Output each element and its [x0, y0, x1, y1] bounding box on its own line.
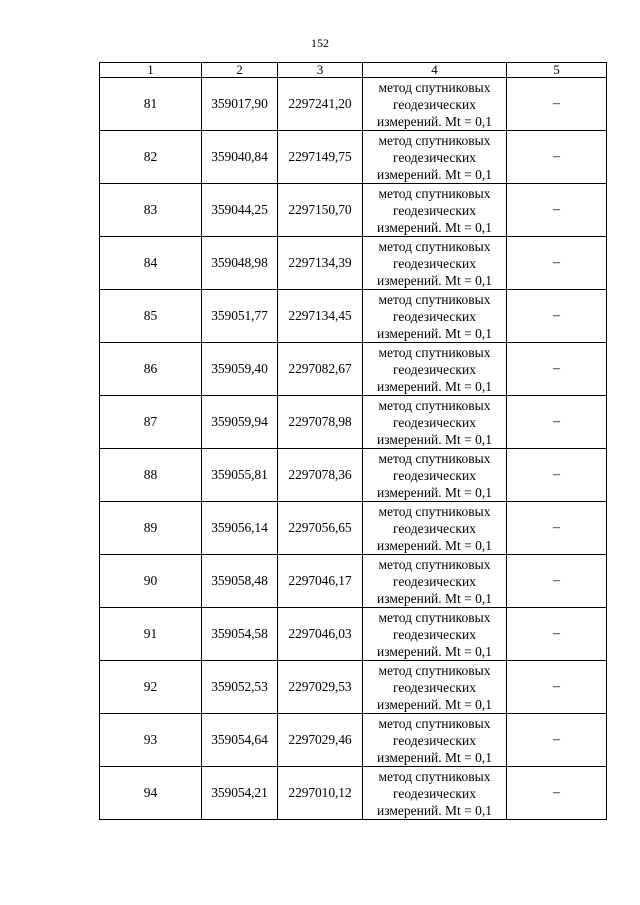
method-line: геодезических	[393, 732, 476, 748]
method-line: геодезических	[393, 679, 476, 695]
method-line: метод спутниковых	[378, 291, 491, 307]
method-line: геодезических	[393, 626, 476, 642]
table-row	[100, 343, 607, 396]
note-cell: –	[507, 661, 607, 714]
x-coordinate-cell: 359054,58	[202, 608, 278, 661]
note-cell: –	[507, 396, 607, 449]
point-number-cell: 86	[100, 343, 202, 396]
column-header-note: 5	[507, 63, 607, 78]
point-number-cell: 84	[100, 237, 202, 290]
method-cell	[363, 661, 507, 714]
method-cell	[363, 78, 507, 131]
method-line: геодезических	[393, 361, 476, 377]
point-number-cell: 81	[100, 78, 202, 131]
page-number: 152	[311, 36, 329, 50]
y-coordinate-cell: 2297134,45	[278, 290, 363, 343]
coordinates-table	[99, 62, 607, 820]
method-line: геодезических	[393, 573, 476, 589]
method-line: геодезических	[393, 467, 476, 483]
method-line: геодезических	[393, 414, 476, 430]
method-line: метод спутниковых	[378, 662, 491, 678]
table-row	[100, 449, 607, 502]
table-row	[100, 237, 607, 290]
point-number-cell: 83	[100, 184, 202, 237]
method-line: геодезических	[393, 785, 476, 801]
method-cell	[363, 449, 507, 502]
x-coordinate-cell: 359051,77	[202, 290, 278, 343]
table-row	[100, 714, 607, 767]
y-coordinate-cell: 2297078,98	[278, 396, 363, 449]
table-row	[100, 555, 607, 608]
method-line: измерений. Mt = 0,1	[376, 590, 493, 606]
method-line: измерений. Mt = 0,1	[376, 431, 493, 447]
method-line: метод спутниковых	[378, 503, 491, 519]
method-cell	[363, 343, 507, 396]
method-line: метод спутниковых	[378, 79, 491, 95]
x-coordinate-cell: 359044,25	[202, 184, 278, 237]
y-coordinate-cell: 2297046,17	[278, 555, 363, 608]
method-line: измерений. Mt = 0,1	[376, 643, 493, 659]
x-coordinate-cell: 359059,94	[202, 396, 278, 449]
method-cell	[363, 396, 507, 449]
x-coordinate-cell: 359056,14	[202, 502, 278, 555]
point-number-cell: 85	[100, 290, 202, 343]
table-row	[100, 184, 607, 237]
method-line: метод спутниковых	[378, 238, 491, 254]
y-coordinate-cell: 2297010,12	[278, 767, 363, 820]
column-header-y: 3	[278, 63, 363, 78]
method-line: геодезических	[393, 255, 476, 271]
point-number-cell: 87	[100, 396, 202, 449]
note-cell: –	[507, 343, 607, 396]
x-coordinate-cell: 359058,48	[202, 555, 278, 608]
method-line: измерений. Mt = 0,1	[376, 166, 493, 182]
method-cell	[363, 290, 507, 343]
point-number-cell: 89	[100, 502, 202, 555]
method-cell	[363, 131, 507, 184]
method-cell	[363, 502, 507, 555]
method-line: метод спутниковых	[378, 556, 491, 572]
table-header-row	[100, 63, 607, 78]
table-row	[100, 661, 607, 714]
method-line: измерений. Mt = 0,1	[376, 537, 493, 553]
method-line: метод спутниковых	[378, 609, 491, 625]
y-coordinate-cell: 2297241,20	[278, 78, 363, 131]
method-line: измерений. Mt = 0,1	[376, 802, 493, 818]
method-cell	[363, 237, 507, 290]
method-line: геодезических	[393, 149, 476, 165]
table-row	[100, 396, 607, 449]
x-coordinate-cell: 359054,64	[202, 714, 278, 767]
note-cell: –	[507, 555, 607, 608]
method-line: геодезических	[393, 96, 476, 112]
method-line: геодезических	[393, 308, 476, 324]
y-coordinate-cell: 2297149,75	[278, 131, 363, 184]
x-coordinate-cell: 359054,21	[202, 767, 278, 820]
method-line: метод спутниковых	[378, 715, 491, 731]
method-line: метод спутниковых	[378, 185, 491, 201]
note-cell: –	[507, 131, 607, 184]
method-line: метод спутниковых	[378, 768, 491, 784]
table-row	[100, 767, 607, 820]
method-line: измерений. Mt = 0,1	[376, 696, 493, 712]
point-number-cell: 88	[100, 449, 202, 502]
note-cell: –	[507, 449, 607, 502]
method-line: метод спутниковых	[378, 450, 491, 466]
note-cell: –	[507, 608, 607, 661]
method-cell	[363, 184, 507, 237]
method-cell	[363, 767, 507, 820]
table-row	[100, 78, 607, 131]
method-line: измерений. Mt = 0,1	[376, 272, 493, 288]
point-number-cell: 91	[100, 608, 202, 661]
point-number-cell: 82	[100, 131, 202, 184]
method-line: измерений. Mt = 0,1	[376, 378, 493, 394]
point-number-cell: 92	[100, 661, 202, 714]
note-cell: –	[507, 767, 607, 820]
note-cell: –	[507, 78, 607, 131]
point-number-cell: 94	[100, 767, 202, 820]
table-body	[100, 78, 607, 820]
x-coordinate-cell: 359055,81	[202, 449, 278, 502]
method-cell	[363, 608, 507, 661]
method-line: измерений. Mt = 0,1	[376, 749, 493, 765]
y-coordinate-cell: 2297078,36	[278, 449, 363, 502]
y-coordinate-cell: 2297046,03	[278, 608, 363, 661]
method-line: геодезических	[393, 202, 476, 218]
column-header-method: 4	[363, 63, 507, 78]
y-coordinate-cell: 2297056,65	[278, 502, 363, 555]
method-line: измерений. Mt = 0,1	[376, 113, 493, 129]
point-number-cell: 93	[100, 714, 202, 767]
point-number-cell: 90	[100, 555, 202, 608]
method-line: метод спутниковых	[378, 132, 491, 148]
note-cell: –	[507, 290, 607, 343]
method-line: метод спутниковых	[378, 397, 491, 413]
note-cell: –	[507, 184, 607, 237]
table-row	[100, 290, 607, 343]
table-row	[100, 608, 607, 661]
x-coordinate-cell: 359017,90	[202, 78, 278, 131]
method-line: измерений. Mt = 0,1	[376, 325, 493, 341]
method-line: метод спутниковых	[378, 344, 491, 360]
y-coordinate-cell: 2297029,46	[278, 714, 363, 767]
x-coordinate-cell: 359052,53	[202, 661, 278, 714]
table-row	[100, 131, 607, 184]
method-line: измерений. Mt = 0,1	[376, 219, 493, 235]
x-coordinate-cell: 359040,84	[202, 131, 278, 184]
y-coordinate-cell: 2297082,67	[278, 343, 363, 396]
note-cell: –	[507, 714, 607, 767]
x-coordinate-cell: 359059,40	[202, 343, 278, 396]
y-coordinate-cell: 2297150,70	[278, 184, 363, 237]
method-line: измерений. Mt = 0,1	[376, 484, 493, 500]
y-coordinate-cell: 2297134,39	[278, 237, 363, 290]
column-header-x: 2	[202, 63, 278, 78]
table-row	[100, 502, 607, 555]
method-cell	[363, 714, 507, 767]
note-cell: –	[507, 502, 607, 555]
column-header-point: 1	[100, 63, 202, 78]
method-cell	[363, 555, 507, 608]
x-coordinate-cell: 359048,98	[202, 237, 278, 290]
method-line: геодезических	[393, 520, 476, 536]
note-cell: –	[507, 237, 607, 290]
y-coordinate-cell: 2297029,53	[278, 661, 363, 714]
